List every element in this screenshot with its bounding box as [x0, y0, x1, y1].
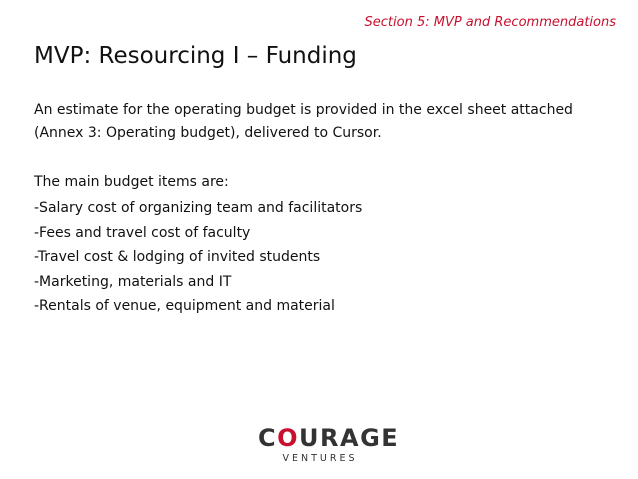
intro-line: An estimate for the operating budget is provided in the excel sheet attached: [34, 102, 573, 118]
intro-line: (Annex 3: Operating budget), delivered to Cursor.: [34, 125, 382, 141]
logo-letter: G: [360, 424, 382, 452]
budget-item: -Salary cost of organizing team and facilitators: [34, 200, 363, 216]
logo-letter: R: [320, 424, 341, 452]
budget-item: -Travel cost & lodging of invited students: [34, 249, 321, 265]
budget-item: -Rentals of venue, equipment and material: [34, 298, 335, 314]
budget-item: -Marketing, materials and IT: [34, 273, 232, 290]
logo-letter: C: [258, 424, 278, 452]
slide-title: MVP: Resourcing I – Funding: [34, 43, 357, 69]
logo-subtitle: VENTURES: [282, 453, 358, 464]
section-label: Section 5: MVP and Recommendations: [364, 15, 616, 30]
logo-letter: A: [340, 424, 361, 452]
courage-ventures-logo: [258, 424, 400, 464]
logo-letter: O: [277, 424, 300, 452]
logo-letter: E: [381, 424, 400, 452]
logo-wordmark: [258, 424, 400, 452]
budget-items-heading: The main budget items are:: [34, 174, 229, 190]
budget-items-list: [34, 196, 362, 319]
intro-paragraph: [34, 99, 624, 145]
budget-item: -Fees and travel cost of faculty: [34, 224, 251, 241]
logo-letter: U: [299, 424, 321, 452]
